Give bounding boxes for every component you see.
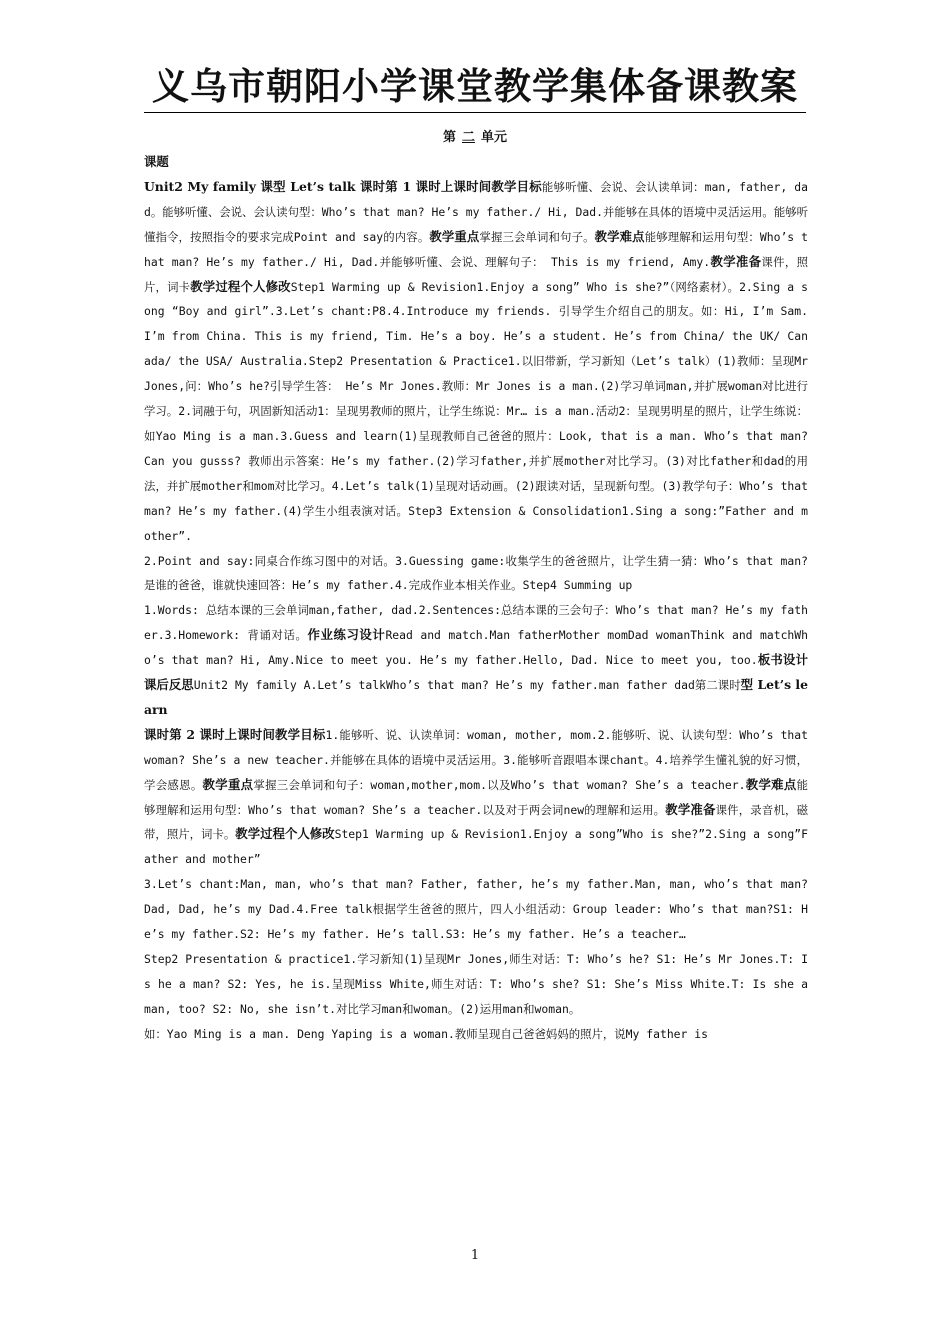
page-title: 义乌市朝阳小学课堂教学集体备课教案 xyxy=(152,64,798,108)
lesson-body xyxy=(144,150,808,1047)
unit-prefix: 第 xyxy=(442,130,456,145)
paragraph-text: 能够理解和运用句型：Who’s that man? He’s my father./ Hi, Dad.并能够听懂、会说、理解句子： This is my friend, Amy. xyxy=(144,229,808,269)
paragraph-text: 1.Words: 总结本课的三会单词man,father, dad.2.Sentences:总结本课的三会句子：Who’s that man? He’s my father.3.Homework: 背诵对话。 xyxy=(144,603,808,643)
section-heading: 教学准备 xyxy=(710,253,762,269)
paragraph-text: 3.Let’s chant:Man, man, who’s that man? Father, father, he’s my father.Man, man, who’s that man? Dad, Dad, he’s my Dad.4.Free talk根据学生爸爸的照片，四人小组活动：Group leader: Who’s that man?S1: He’s my father.S2: He’s my father. He’s tall.S3: He’s my father. He’s a teacher… xyxy=(144,877,808,942)
unit-suffix: 单元 xyxy=(481,130,508,145)
paragraph-text: 掌握三会单词和句子：woman,mother,mom.以及Who’s that woman? She’s a teacher. xyxy=(253,777,746,792)
unit-number: 二 xyxy=(461,130,475,145)
section-heading: 教学过程个人修改 xyxy=(235,826,335,842)
section-heading: 教学准备 xyxy=(665,801,716,817)
lesson-paragraphs xyxy=(144,175,808,1047)
paragraph-text: 课件，录音机，磁带，照片，词卡。 xyxy=(144,802,808,842)
body-paragraph xyxy=(144,175,808,549)
section-heading: 教学重点 xyxy=(429,228,480,244)
body-paragraph xyxy=(144,598,808,723)
section-heading: 教学重点 xyxy=(202,776,254,792)
body-paragraph xyxy=(144,1022,808,1047)
section-heading: 作业练习设计 xyxy=(307,627,386,643)
body-paragraph xyxy=(144,723,808,872)
paragraph-text: Step1 Warming up & Revision1.Enjoy a song” Who is she?”（网络素材）。2.Sing a song “Boy and girl”.3.Let’s chant:P8.4.Introduce my friends. 引导学生介绍自己的朋友。如：Hi, I’m Sam. I’m from China. This is my friend, Tim. He’s a boy. He’s a student. He’s from China/ the UK/ Canada/ the USA/ Australia.Step2 Presentation & Practice1.以旧带新，学习新知（Let’s talk）(1)教师：呈现Mr Jones,问：Who’s he?引导学生答： He’s Mr Jones.教师：Mr Jones is a man.(2)学习单词man,并扩展woman对比进行学习。2.词融于句，巩固新知活动1：呈现男教师的照片，让学生练说：Mr… is a man.活动2：呈现男明星的照片，让学生练说：如Yao Ming is a man.3.Guess and learn(1)呈现教师自己爸爸的照片：Look, that is a man. Who’s that man? Can you gusss? 教师出示答案：He’s my father.(2)学习father,并扩展mother对比学习。(3)对比father和dad的用法，并扩展mother和mom对比学习。4.Let’s talk(1)呈现对话动画。(2)跟读对话，呈现新句型。(3)教学句子：Who’s that man? He’s my father.(4)学生小组表演对话。Step3 Extension & Consolidation1.Sing a song:”Father and mother”. xyxy=(144,279,808,543)
paragraph-text: 掌握三会单词和句子。 xyxy=(479,229,595,244)
paragraph-text: Step1 Warming up & Revision1.Enjoy a song”Who is she?”2.Sing a song”Father and mother” xyxy=(144,827,808,867)
paragraph-text: 能够听懂、会说、会认读单词：man, father, dad。能够听懂、会说、会认读句型：Who’s that man? He’s my father./ Hi, Dad.并能够在具体的语境中灵活运用。能够听懂指令，按照指令的要求完成Point and say的内容。 xyxy=(144,179,808,244)
paragraph-text: 课件，照片，词卡 xyxy=(144,254,808,294)
section-heading: 教学难点 xyxy=(745,776,797,792)
body-paragraph xyxy=(144,549,808,599)
section-heading: 教学难点 xyxy=(594,228,645,244)
body-paragraph xyxy=(144,947,808,1022)
section-heading: Unit2 My family 课型 Let’s talk 课时第 1 课时上课时间教学目标 xyxy=(144,178,542,194)
paragraph-text: Read and match.Man fatherMother momDad womanThink and matchWho’s that man? Hi, Amy.Nice to meet you. He’s my father.Hello, Dad. Nice to meet you, too. xyxy=(144,628,808,668)
section-heading: 型 Let’s learn xyxy=(144,677,809,717)
section-heading: 课时第 2 课时上课时间教学目标 xyxy=(144,726,326,742)
topic-label: 课题 xyxy=(144,154,169,169)
paragraph-text: 如：Yao Ming is a man. Deng Yaping is a woman.教师呈现自己爸爸妈妈的照片，说My father is xyxy=(144,1026,708,1041)
section-heading: 教学过程个人修改 xyxy=(190,278,291,294)
body-paragraph xyxy=(144,872,808,947)
paragraph-text: Unit2 My family A.Let’s talkWho’s that man? He’s my father.man father dad第二课时 xyxy=(193,678,741,693)
paragraph-text: 2.Point and say:同桌合作练习图中的对话。3.Guessing game:收集学生的爸爸照片，让学生猜一猜：Who’s that man?是谁的爸爸，谁就快速回答：He’s my father.4.完成作业本相关作业。Step4 Summing up xyxy=(144,553,808,593)
paragraph-text: 能够理解和运用句型：Who’s that woman? She’s a teacher.以及对于两会词new的理解和运用。 xyxy=(144,777,808,817)
unit-heading xyxy=(0,128,950,148)
paragraph-text: 1.能够听、说、认读单词：woman, mother, mom.2.能够听、说、认读句型：Who’s that woman? She’s a new teacher.并能够在具体的语境中灵活运用。3.能够听音跟唱本课chant。4.培养学生懂礼貌的好习惯，学会感恩。 xyxy=(144,727,809,792)
section-heading: 板书设计课后反思 xyxy=(144,652,809,693)
page-number: 1 xyxy=(470,1248,480,1263)
title-underline xyxy=(144,112,806,113)
paragraph-text: Step2 Presentation & practice1.学习新知(1)呈现Mr Jones,师生对话：T: Who’s he? S1: He’s Mr Jones.T: Is he a man? S2: Yes, he is.呈现Miss White,师生对话：T: Who’s she? S1: She’s Miss White.T: Is she a man, too? S2: No, she isn’t.对比学习man和woman。(2)运用man和woman。 xyxy=(144,952,808,1016)
